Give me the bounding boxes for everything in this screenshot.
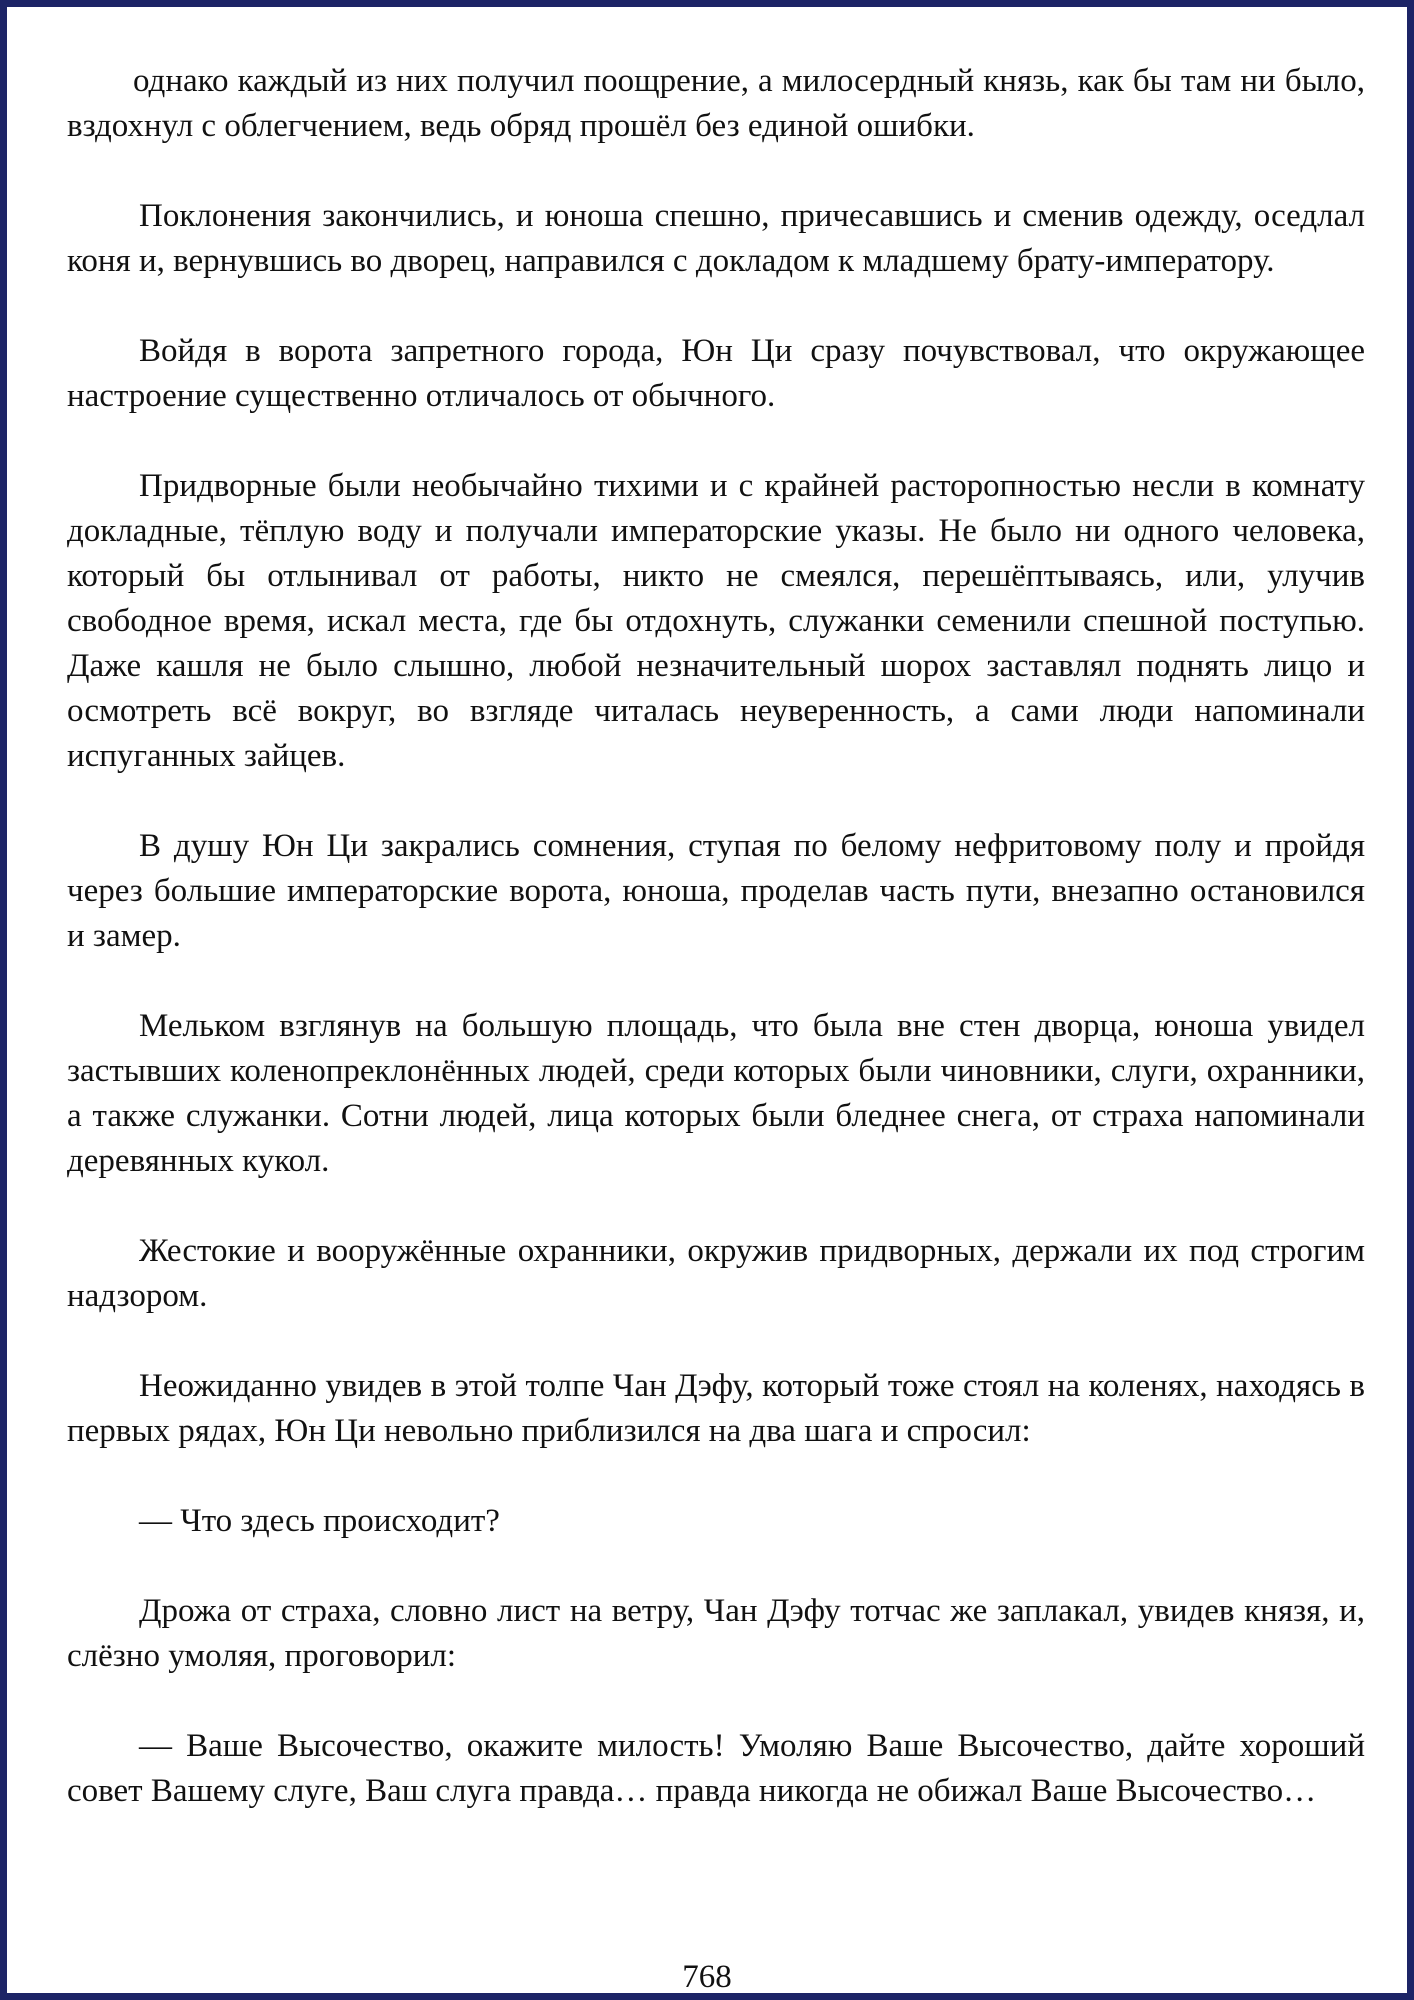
page-text [67, 59, 1365, 1859]
paragraph-1: однако каждый из них получил поощрение, а милосердный князь, как бы там ни было, вздохнул с облегчением, ведь обряд прошёл без единой ошибки. [67, 63, 1365, 144]
paragraph-4: Придворные были необычайно тихими и с крайней расторопностью несли в комнату докладные, тёплую воду и получали императорские указы. Не было ни одного человека, который бы отлынивал от работы, никто не смеялся, перешёптываясь, или, улучив свободное время, искал места, где бы отдохнуть, служанки семенили спешной поступью. Даже кашля не было слышно, любой незначительный шорох заставлял поднять лицо и осмотреть всё вокруг, во взгляде читалась неуверенность, а сами люди напоминали испуганных зайцев. [67, 468, 1365, 774]
paragraph-7: Жестокие и вооружённые охранники, окружив придворных, держали их под строгим надзором. [67, 1233, 1365, 1314]
page-number: 768 [682, 1959, 732, 1995]
paragraph-9: — Что здесь происходит? [139, 1503, 500, 1539]
paragraph-3: Войдя в ворота запретного города, Юн Ци сразу почувствовал, что окружающее настроение существенно отличалось от обычного. [67, 333, 1365, 414]
paragraph-2: Поклонения закончились, и юноша спешно, причесавшись и сменив одежду, оседлал коня и, вернувшись во дворец, направился с докладом к младшему брату-императору. [67, 198, 1365, 279]
paragraph-11: — Ваше Высочество, окажите милость! Умоляю Ваше Высочество, дайте хороший совет Вашему слуге, Ваш слуга правда… правда никогда не обижал Ваше Высочество… [67, 1728, 1365, 1809]
paragraph-6: Мельком взглянув на большую площадь, что была вне стен дворца, юноша увидел застывших коленопреклонённых людей, среди которых были чиновники, слуги, охранники, а также служанки. Сотни людей, лица которых были бледнее снега, от страха напоминали деревянных кукол. [67, 1008, 1365, 1179]
paragraph-10: Дрожа от страха, словно лист на ветру, Чан Дэфу тотчас же заплакал, увидев князя, и, слёзно умоляя, проговорил: [67, 1593, 1365, 1674]
paragraph-8: Неожиданно увидев в этой толпе Чан Дэфу, который тоже стоял на коленях, находясь в первых рядах, Юн Ци невольно приблизился на два шага и спросил: [67, 1368, 1365, 1449]
paragraph-5: В душу Юн Ци закрались сомнения, ступая по белому нефритовому полу и пройдя через большие императорские ворота, юноша, проделав часть пути, внезапно остановился и замер. [67, 828, 1365, 954]
